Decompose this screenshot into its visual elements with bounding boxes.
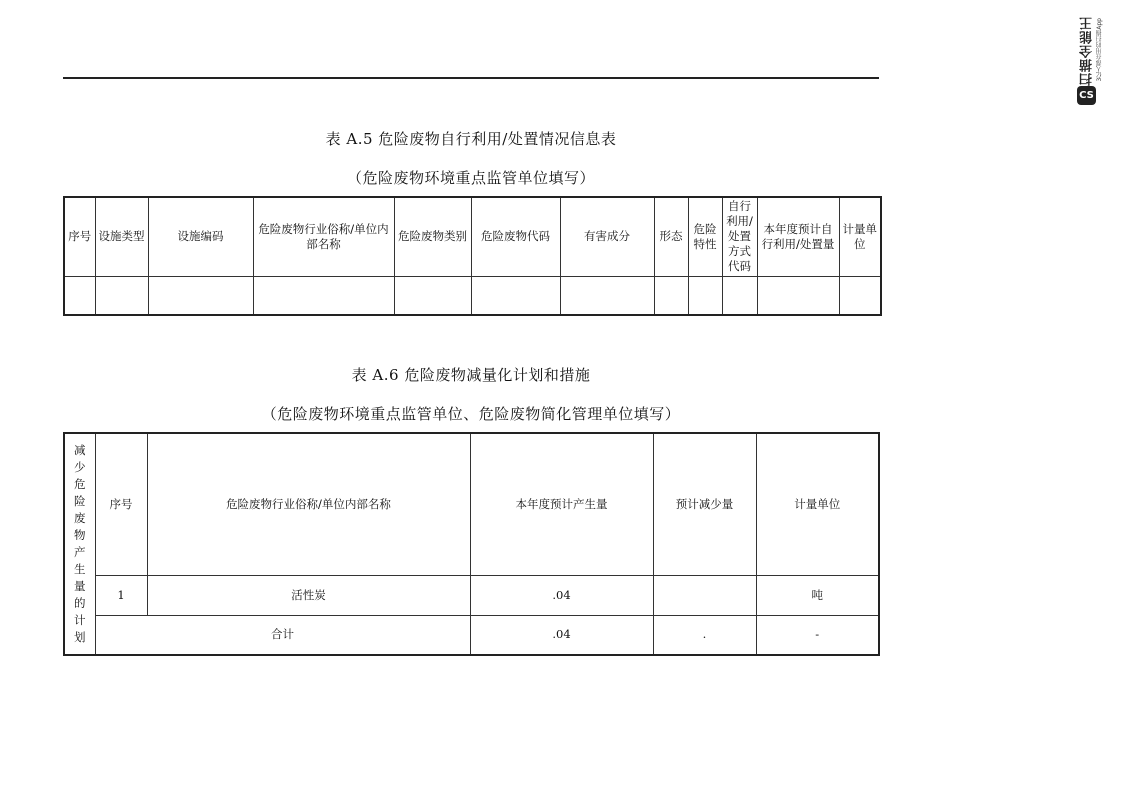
header-cell: 形态 (654, 197, 688, 276)
header-cell: 计量单位 (839, 197, 881, 276)
header-cell: 本年度预计产生量 (470, 433, 653, 575)
header-cell: 本年度预计自行利用/处置量 (757, 197, 839, 276)
table-cell (95, 276, 148, 315)
unit-cell: 吨 (756, 575, 879, 615)
side-label: 减少危险废物产生量的计划 (64, 433, 95, 655)
cs-logo-icon: CS (1077, 86, 1096, 105)
header-cell: 危险特性 (688, 197, 722, 276)
table-cell (688, 276, 722, 315)
table-cell (654, 276, 688, 315)
total-row (64, 615, 879, 655)
header-cell: 危险废物行业俗称/单位内部名称 (147, 433, 470, 575)
header-cell: 序号 (64, 197, 95, 276)
row-number: 1 (95, 575, 147, 615)
table-row (64, 575, 879, 615)
watermark-brand: 扫描全能王 (1080, 16, 1095, 86)
table-cell (253, 276, 394, 315)
table-cell (839, 276, 881, 315)
table-cell (722, 276, 757, 315)
total-unit-cell: - (756, 615, 879, 655)
table-a5 (63, 196, 882, 316)
header-cell: 有害成分 (560, 197, 654, 276)
table-cell (560, 276, 654, 315)
table-cell (757, 276, 839, 315)
header-cell: 设施编码 (148, 197, 253, 276)
watermark-slogan: 3亿人都在用的扫描App (1096, 18, 1103, 82)
table-a6-subtitle: （危险废物环境重点监管单位、危险废物简化管理单位填写） (261, 405, 681, 423)
header-cell: 危险废物行业俗称/单位内部名称 (253, 197, 394, 276)
table-a5-subtitle: （危险废物环境重点监管单位填写） (346, 169, 595, 187)
header-cell: 计量单位 (756, 433, 879, 575)
table-a6 (63, 432, 880, 656)
table-a6-header-row (64, 433, 879, 575)
header-cell: 危险废物类别 (394, 197, 471, 276)
waste-name-cell: 活性炭 (147, 575, 470, 615)
header-cell: 危险废物代码 (471, 197, 560, 276)
header-cell: 自行利用/处置方式代码 (722, 197, 757, 276)
table-cell (394, 276, 471, 315)
reduce-amount-cell (653, 575, 756, 615)
header-cell: 设施类型 (95, 197, 148, 276)
scanner-watermark (1077, 16, 1103, 108)
table-row (64, 276, 881, 315)
table-a5-title: 表 A.5 危险废物自行利用/处置情况信息表 (325, 130, 617, 148)
total-label: 合计 (95, 615, 470, 655)
table-a5-header-row (64, 197, 881, 276)
table-cell (64, 276, 95, 315)
table-cell (148, 276, 253, 315)
table-cell (471, 276, 560, 315)
produced-amount-cell: .04 (470, 575, 653, 615)
total-reduce-cell: . (653, 615, 756, 655)
total-produced-cell: .04 (470, 615, 653, 655)
table-a6-title: 表 A.6 危险废物减量化计划和措施 (351, 366, 591, 384)
header-rule (63, 77, 879, 79)
header-cell: 序号 (95, 433, 147, 575)
header-cell: 预计减少量 (653, 433, 756, 575)
